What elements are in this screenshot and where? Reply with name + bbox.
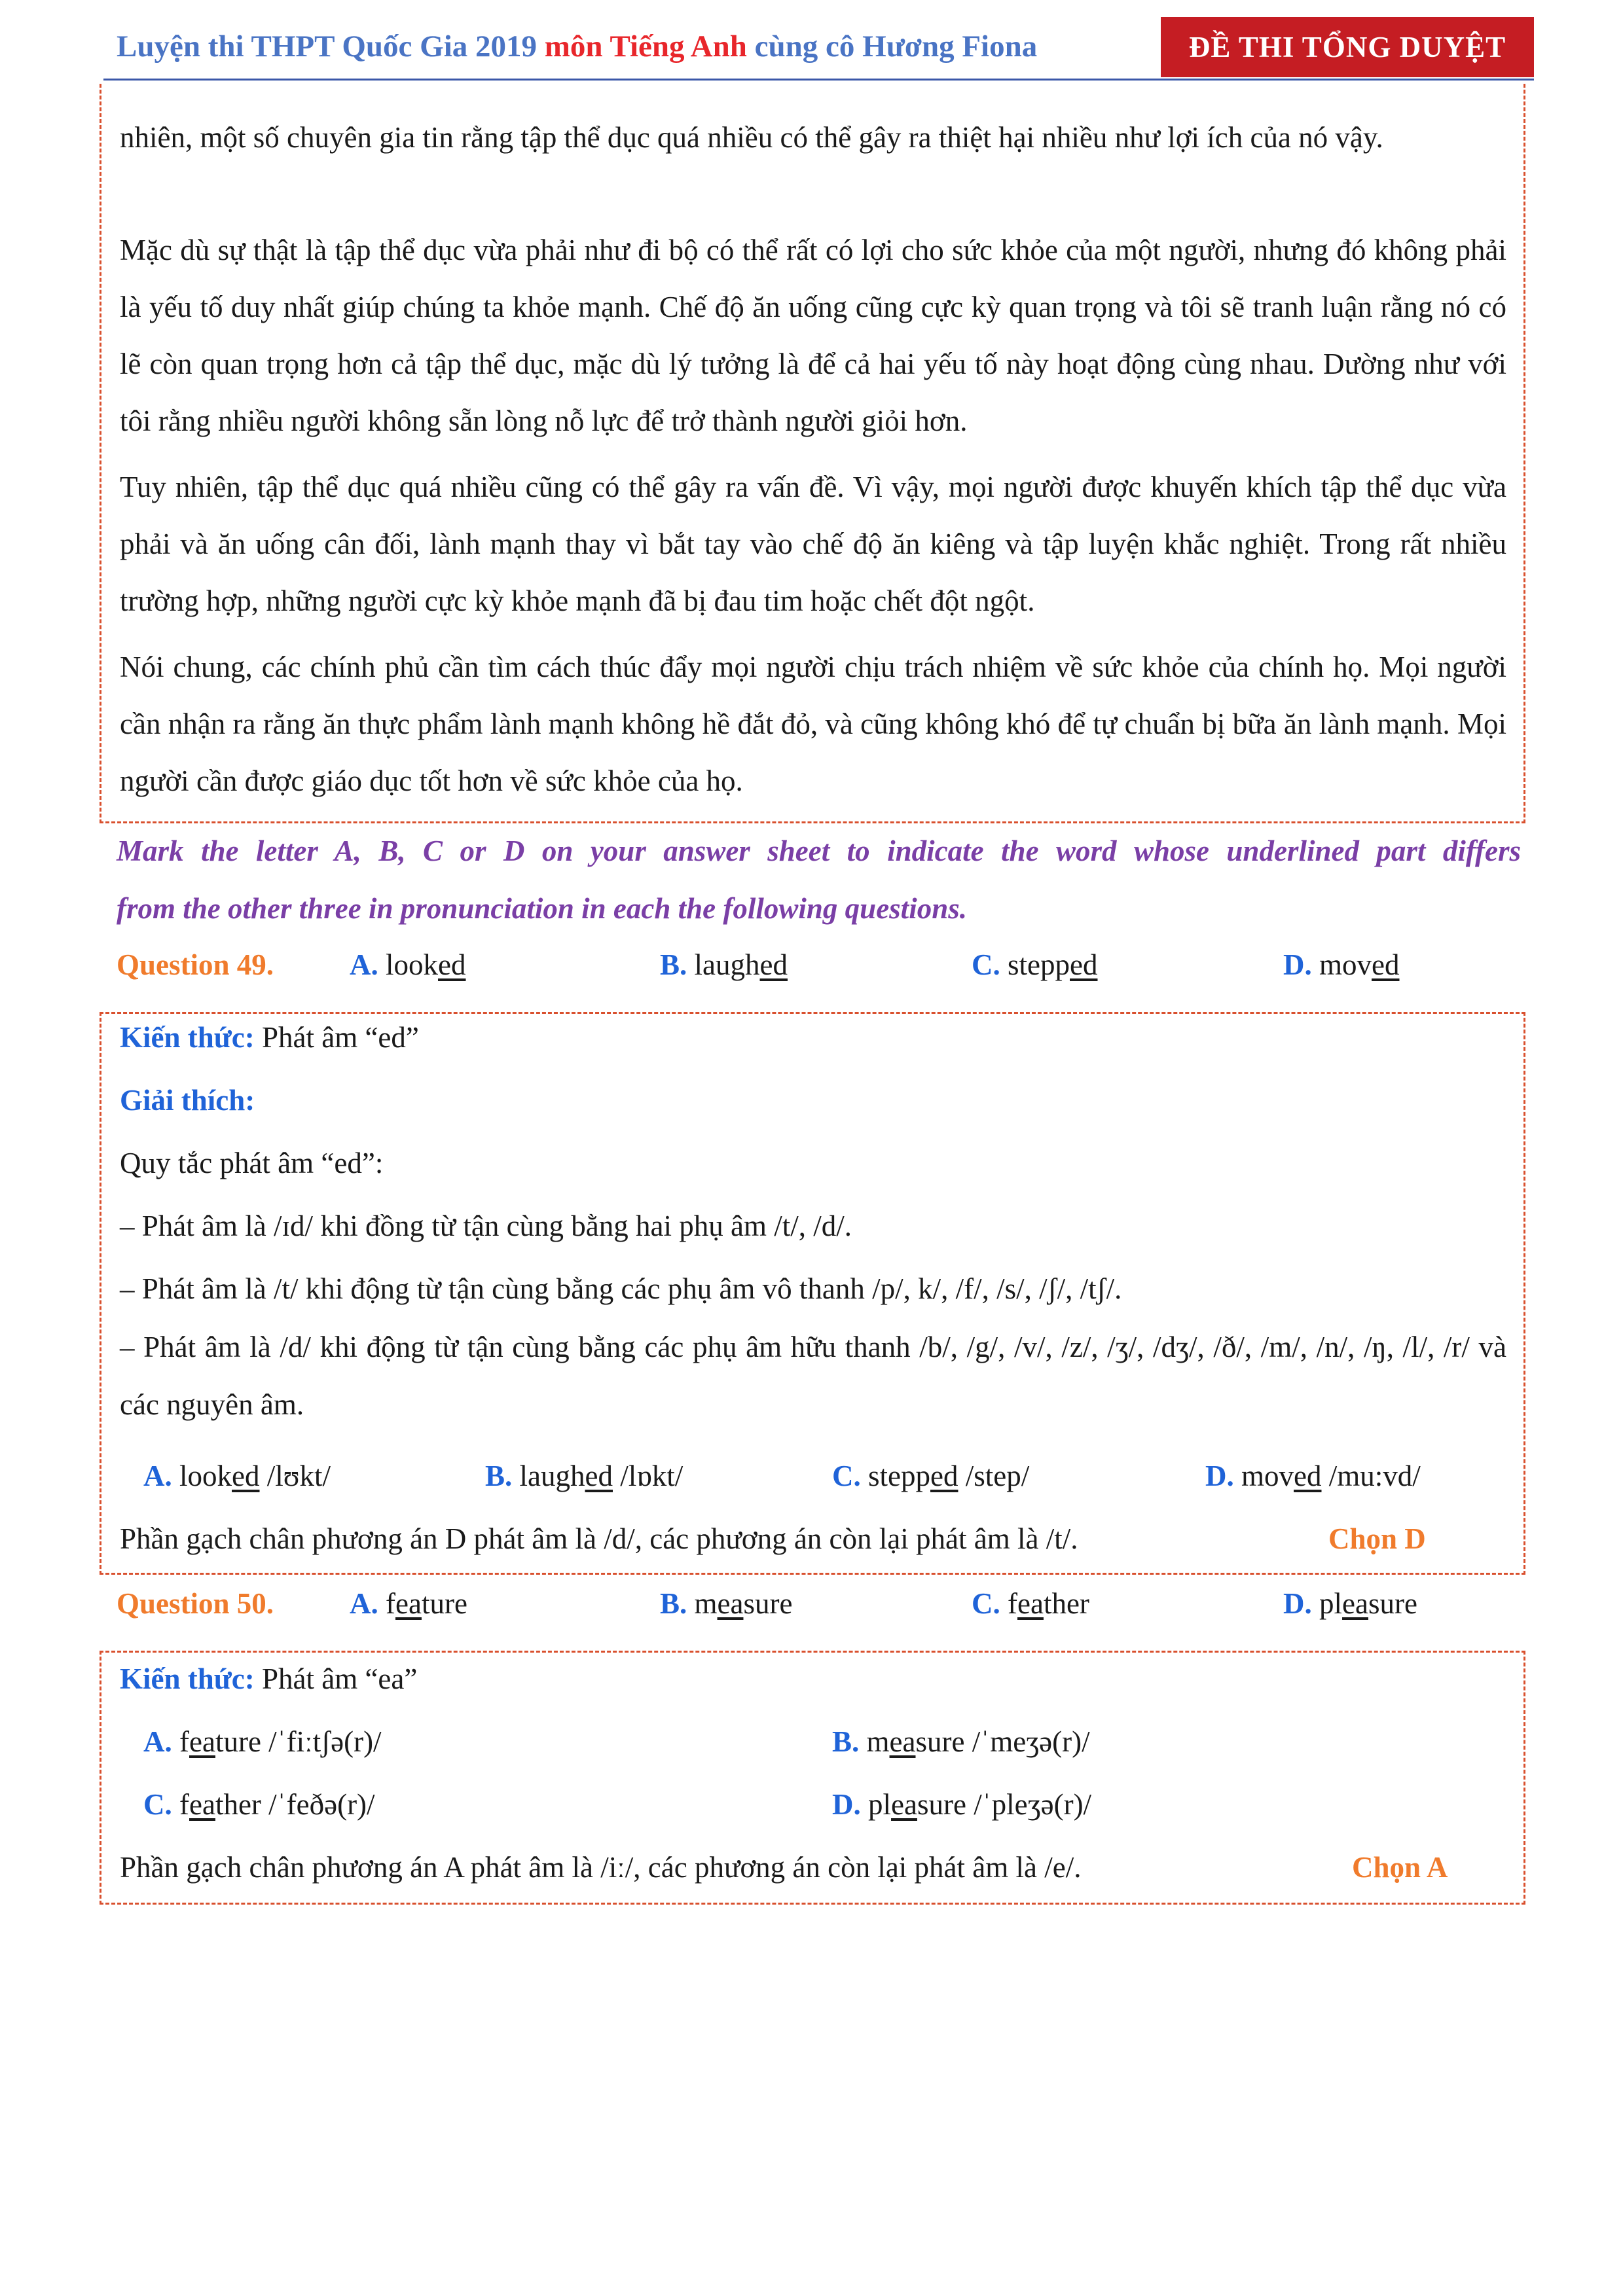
ipa-underlined: ea — [189, 1725, 215, 1758]
page-header — [103, 0, 1534, 77]
ipa-word: mov — [1241, 1460, 1294, 1492]
ipa-letter: D. — [1205, 1460, 1234, 1492]
ipa-letter: C. — [143, 1788, 172, 1821]
q49-ipa-c — [832, 1459, 1029, 1493]
ipa-word: laugh — [519, 1460, 585, 1492]
passage-paragraph-4: Nói chung, các chính phủ cần tìm cách thúc đẩy mọi người chịu trách nhiệm về sức khỏe của chính họ. Mọi người cần nhận ra rằng ăn thực phẩm lành mạnh không hề đắt đỏ, và cũng không khó để tự chuẩn bị bữa ăn lành mạnh. Mọi người cần được giáo dục tốt hơn về sức khỏe của họ. — [120, 651, 1506, 797]
q49-explanation-label: Giải thích: — [120, 1084, 255, 1117]
q49-rule-1: – Phát âm là /ɪd/ khi đồng từ tận cùng bằng hai phụ âm /t/, /d/. — [120, 1210, 852, 1242]
q50-ipa-b — [832, 1725, 1090, 1759]
ipa-letter: B. — [485, 1460, 513, 1492]
exam-badge: ĐỀ THI TỔNG DUYỆT — [1161, 17, 1534, 77]
q49-ipa-b — [485, 1459, 683, 1493]
q50-answer: Chọn A — [1352, 1851, 1448, 1884]
question-50-row — [117, 1587, 1524, 1626]
passage-paragraph-3: Tuy nhiên, tập thể dục quá nhiều cũng có thể gây ra vấn đề. Vì vậy, mọi người được khuyến khích tập thể dục vừa phải và ăn uống cân đối, lành mạnh thay vì bắt tay vào chế độ ăn kiêng và tập luyện khắc nghiệt. Trong rất nhiều trường hợp, những người cực kỳ khỏe mạnh đã bị đau tim hoặc chết đột ngột. — [120, 471, 1506, 617]
ipa-letter: C. — [832, 1460, 861, 1492]
option-text-end: ther — [1043, 1587, 1089, 1620]
q49-rule-title: Quy tắc phát âm “ed”: — [120, 1147, 384, 1179]
knowledge-text: Phát âm “ea” — [254, 1662, 418, 1695]
ipa-underlined: ed — [930, 1460, 958, 1492]
q50-ipa-a — [143, 1725, 382, 1759]
question-50-explanation-box — [100, 1651, 1525, 1905]
q50-option-c[interactable] — [972, 1587, 1089, 1621]
question-50-label: Question 50. — [117, 1587, 274, 1620]
option-letter: B. — [660, 1587, 687, 1620]
ipa-transcription: /step/ — [958, 1460, 1030, 1492]
q50-ipa-c — [143, 1787, 375, 1821]
ipa-transcription: /lɒkt/ — [612, 1460, 684, 1492]
ipa-word: look — [179, 1460, 232, 1492]
q50-conclusion: Phần gạch chân phương án A phát âm là /iː/, các phương án còn lại phát âm là /e/. — [120, 1851, 1082, 1884]
ipa-transcription: sure /ˈmeʒə(r)/ — [915, 1725, 1090, 1758]
option-letter: A. — [350, 948, 378, 981]
option-underlined: ed — [438, 948, 466, 981]
q49-option-d[interactable] — [1283, 948, 1400, 982]
ipa-letter: B. — [832, 1725, 860, 1758]
option-letter: D. — [1283, 948, 1312, 981]
ipa-underlined: ed — [585, 1460, 613, 1492]
ipa-underlined: ea — [889, 1725, 916, 1758]
ipa-underlined: ed — [1294, 1460, 1322, 1492]
ipa-word: f — [179, 1788, 189, 1821]
q49-ipa-d — [1205, 1459, 1421, 1493]
q49-option-c[interactable] — [972, 948, 1097, 982]
option-text: laugh — [694, 948, 760, 981]
option-letter: B. — [660, 948, 687, 981]
knowledge-text: Phát âm “ed” — [254, 1021, 419, 1054]
ipa-transcription: ther /ˈfeðə(r)/ — [215, 1788, 375, 1821]
ipa-transcription: sure /ˈpleʒə(r)/ — [917, 1788, 1092, 1821]
header-title-subject: môn Tiếng Anh — [544, 29, 747, 63]
option-text-end: sure — [743, 1587, 793, 1620]
option-text: look — [386, 948, 439, 981]
question-49-label: Question 49. — [117, 948, 274, 981]
option-letter: C. — [972, 1587, 1000, 1620]
q50-knowledge — [120, 1662, 417, 1696]
passage-paragraph-1: nhiên, một số chuyên gia tin rằng tập thể dục quá nhiều có thể gây ra thiệt hại nhiều như lợi ích của nó vậy. — [120, 121, 1383, 154]
option-text-end: sure — [1368, 1587, 1417, 1620]
ipa-underlined: ed — [232, 1460, 260, 1492]
ipa-letter: A. — [143, 1725, 172, 1758]
header-title-part3: cùng cô Hương Fiona — [746, 29, 1038, 63]
option-underlined: ed — [759, 948, 788, 981]
header-title-part1: Luyện thi THPT Quốc Gia 2019 — [117, 29, 545, 63]
knowledge-label: Kiến thức: — [120, 1021, 255, 1054]
ipa-letter: D. — [832, 1788, 861, 1821]
q50-ipa-d — [832, 1787, 1091, 1821]
passage-paragraph-2: Mặc dù sự thật là tập thể dục vừa phải như đi bộ có thể rất có lợi cho sức khỏe của một người, nhưng đó không phải là yếu tố duy nhất giúp chúng ta khỏe mạnh. Chế độ ăn uống cũng cực kỳ quan trọng và tôi sẽ tranh luận rằng nó có lẽ còn quan trọng hơn cả tập thể dục, mặc dù lý tưởng là để cả hai yếu tố này hoạt động cùng nhau. Dường như với tôi rằng nhiều người không sẵn lòng nỗ lực để trở thành người giỏi hơn. — [120, 234, 1506, 437]
ipa-underlined: ea — [189, 1788, 215, 1821]
option-underlined: ea — [717, 1587, 744, 1620]
instruction-line-1: Mark the letter A, B, C or D on your answer sheet to indicate the word whose underlined part differs — [117, 834, 1521, 867]
q49-rule-3: – Phát âm là /d/ khi động từ tận cùng bằng các phụ âm hữu thanh /b/, /g/, /v/, /z/, /ʒ/, /dʒ/, /ð/, /m/, /n/, /ŋ, /l/, /r/ và các nguyên âm. — [120, 1331, 1506, 1421]
option-text: mov — [1319, 948, 1372, 981]
ipa-underlined: ea — [891, 1788, 917, 1821]
q49-knowledge — [120, 1020, 419, 1054]
passage-translation-box — [100, 84, 1525, 823]
q49-conclusion: Phần gạch chân phương án D phát âm là /d/, các phương án còn lại phát âm là /t/. — [120, 1522, 1078, 1555]
option-letter: A. — [350, 1587, 378, 1620]
option-text-end: ture — [421, 1587, 467, 1620]
option-text: m — [694, 1587, 718, 1620]
header-title — [117, 29, 1037, 64]
ipa-transcription: ture /ˈfiːtʃə(r)/ — [215, 1725, 382, 1758]
option-underlined: ed — [1372, 948, 1400, 981]
instruction-line-2: from the other three in pronunciation in each the following questions. — [117, 892, 967, 925]
ipa-word: pl — [868, 1788, 892, 1821]
q49-option-b[interactable] — [660, 948, 788, 982]
ipa-letter: A. — [143, 1460, 172, 1492]
q50-option-b[interactable] — [660, 1587, 792, 1621]
q49-rule-2: – Phát âm là /t/ khi động từ tận cùng bằng các phụ âm vô thanh /p/, k/, /f/, /s/, /ʃ/, /tʃ/. — [120, 1272, 1122, 1305]
question-49-explanation-box — [100, 1012, 1525, 1575]
option-underlined: ea — [1342, 1587, 1368, 1620]
ipa-word: m — [866, 1725, 890, 1758]
option-underlined: ea — [395, 1587, 422, 1620]
q49-ipa-a — [143, 1459, 331, 1493]
option-text: pl — [1319, 1587, 1343, 1620]
option-text: f — [386, 1587, 395, 1620]
question-49-row — [117, 948, 1524, 987]
option-text: stepp — [1008, 948, 1070, 981]
option-underlined: ed — [1070, 948, 1098, 981]
knowledge-label: Kiến thức: — [120, 1662, 255, 1695]
q50-option-a[interactable] — [350, 1587, 467, 1621]
ipa-transcription: /lʊkt/ — [259, 1460, 331, 1492]
ipa-word: stepp — [868, 1460, 930, 1492]
option-underlined: ea — [1017, 1587, 1044, 1620]
header-divider — [103, 79, 1534, 81]
option-text: f — [1008, 1587, 1017, 1620]
q50-option-d[interactable] — [1283, 1587, 1417, 1621]
ipa-word: f — [179, 1725, 189, 1758]
section-instruction — [117, 822, 1521, 937]
q49-answer: Chọn D — [1328, 1522, 1426, 1555]
option-letter: D. — [1283, 1587, 1312, 1620]
ipa-transcription: /mu:vd/ — [1321, 1460, 1421, 1492]
q49-option-a[interactable] — [350, 948, 466, 982]
option-letter: C. — [972, 948, 1000, 981]
